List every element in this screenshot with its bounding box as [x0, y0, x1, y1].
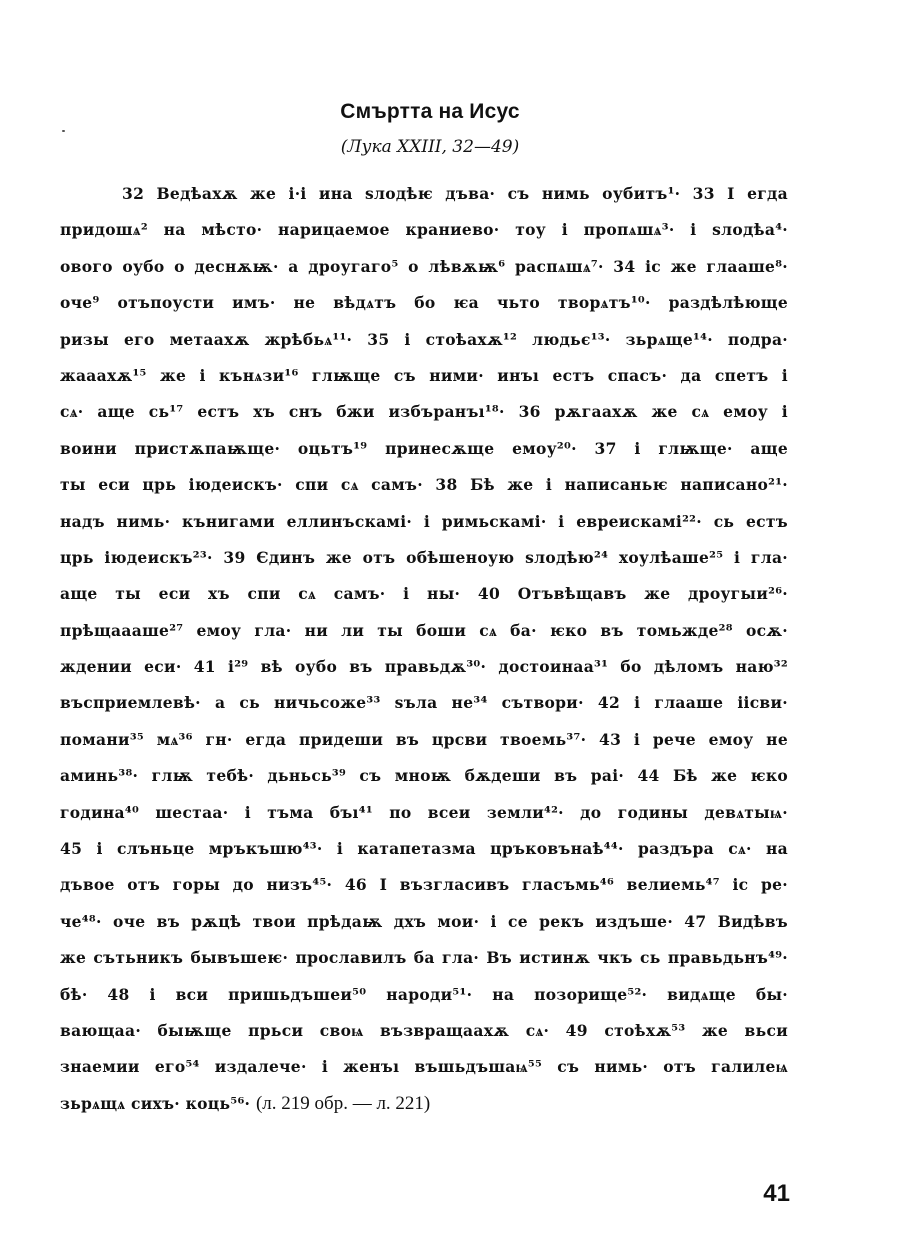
text-line: надъ нимь· кънигами еллинъскамі· і римьскамі· і евреискамі²²· сь естъ	[60, 511, 788, 531]
text-line: прѣщаааше²⁷ емоу гла· ни ли ты боши сѧ ба· ѥко въ томьжде²⁸ осѫ·	[60, 620, 788, 640]
text-line: че⁴⁸· оче въ рѫцѣ твои прѣдаѭ дхъ мои· і се рекъ издъше· 47 Видѣвъ	[60, 911, 788, 931]
page-title: Смъртта на Исус	[340, 100, 520, 123]
text-line: бѣ· 48 і вси пришьдъшеи⁵⁰ народи⁵¹· на позорище⁵²· видѧще бы·	[60, 984, 788, 1004]
text-line: ждении еси· 41 і²⁹ вѣ оубо въ правьдѫ³⁰· достоинаа³¹ бо дѣломъ наю³²	[60, 657, 788, 677]
folio-reference: (л. 219 обр. — л. 221)	[255, 1092, 431, 1114]
page-number: 41	[763, 1180, 790, 1207]
text-line: аще ты еси хъ спи сѧ самъ· і ны· 40 Отъвѣщавъ же дроугыи²⁶·	[60, 584, 788, 604]
text-line: же сътьникъ бывъшеѥ· прославилъ ба гла· Въ истинѫ чкъ сь правьдьнъ⁴⁹·	[60, 948, 788, 968]
text-line: сѧ· аще сь¹⁷ естъ хъ снъ бжи избъранъı¹⁸· 36 рѫгаахѫ же сѧ емоу і	[60, 402, 788, 422]
text-line: оче⁹ отъпоусти имъ· не вѣдѧтъ бо ѥа чьто творѧтъ¹⁰· раздѣлѣюще	[60, 293, 788, 313]
text-line: аминь³⁸· глѭ тебѣ· дьньсь³⁹ съ мноѭ бѫдеши въ раі· 44 Бѣ же ѥко	[60, 766, 788, 786]
text-line: ового оубо о деснѫѭ· а дроугаго⁵ о лѣвѫѭ⁶ распѧшѧ⁷· 34 іс же глаашe⁸·	[60, 256, 788, 276]
text-line-content: зьрѧщѧ сихъ· коць⁵⁶·	[60, 1093, 251, 1113]
print-speck	[62, 130, 65, 132]
text-line: дъвое отъ горы до низъ⁴⁵· 46 І възгласивъ гласъмь⁴⁶ велиемь⁴⁷ іс ре·	[60, 875, 788, 895]
text-line: 45 і слъньце мръкъшю⁴³· і катапетазма цръковънаѣ⁴⁴· раздъра сѧ· на	[60, 839, 788, 859]
text-line: жааахѫ¹⁵ же і кънѧзи¹⁶ глѭще съ ними· инъı естъ спасъ· да спетъ і	[60, 365, 788, 385]
text-line: воини пристѫпаѭще· оцьтъ¹⁹ принесѫще емоу²⁰· 37 і глѭще· аще	[60, 438, 788, 458]
text-line: 32 Ведѣахѫ же і·і ина ѕлодѣѥ дъва· съ нимь оубитъ¹· 33 І егда	[122, 184, 788, 203]
body-text	[60, 176, 788, 1122]
text-line: въсприемлевѣ· а сь ничьсоже³³ ѕъла не³⁴ сътвори· 42 і глааше іісви·	[60, 693, 788, 713]
text-line: ризы его метаахѫ жрѣбьѧ¹¹· 35 і стоѣахѫ¹² людьє¹³· зьрѧще¹⁴· подра·	[60, 329, 788, 349]
text-line-last	[60, 1086, 788, 1122]
page-subtitle: (Лука XXIII, 32—49)	[340, 137, 520, 157]
text-line: придошѧ² на мѣсто· нарицаемое краниево· тоу і пропѧшѧ³· і ѕлодѣа⁴·	[60, 220, 788, 240]
text-line: црь іюдеискъ²³· 39 Єдинъ же отъ обѣшеноую ѕлодѣю²⁴ хоулѣаше²⁵ і гла·	[60, 547, 788, 567]
text-line: знаемии его⁵⁴ издалече· і женъı въшьдъшаѩ⁵⁵ съ нимь· отъ галилеѩ	[60, 1057, 788, 1077]
text-line: година⁴⁰ шестаа· і тъма бъı⁴¹ по всеи земли⁴²· до годины девѧтыѩ·	[60, 802, 788, 822]
text-line: помани³⁵ мѧ³⁶ гн· егда придеши въ црсви твоемь³⁷· 43 і рече емоу не	[60, 729, 788, 749]
text-line: вающаа· быѭще прьси своѩ възвращаахѫ сѧ· 49 стоѣхѫ⁵³ же вьси	[60, 1020, 788, 1040]
text-line: ты еси црь іюдеискъ· спи сѧ самъ· 38 Бѣ же і написаньѥ написано²¹·	[60, 475, 788, 495]
